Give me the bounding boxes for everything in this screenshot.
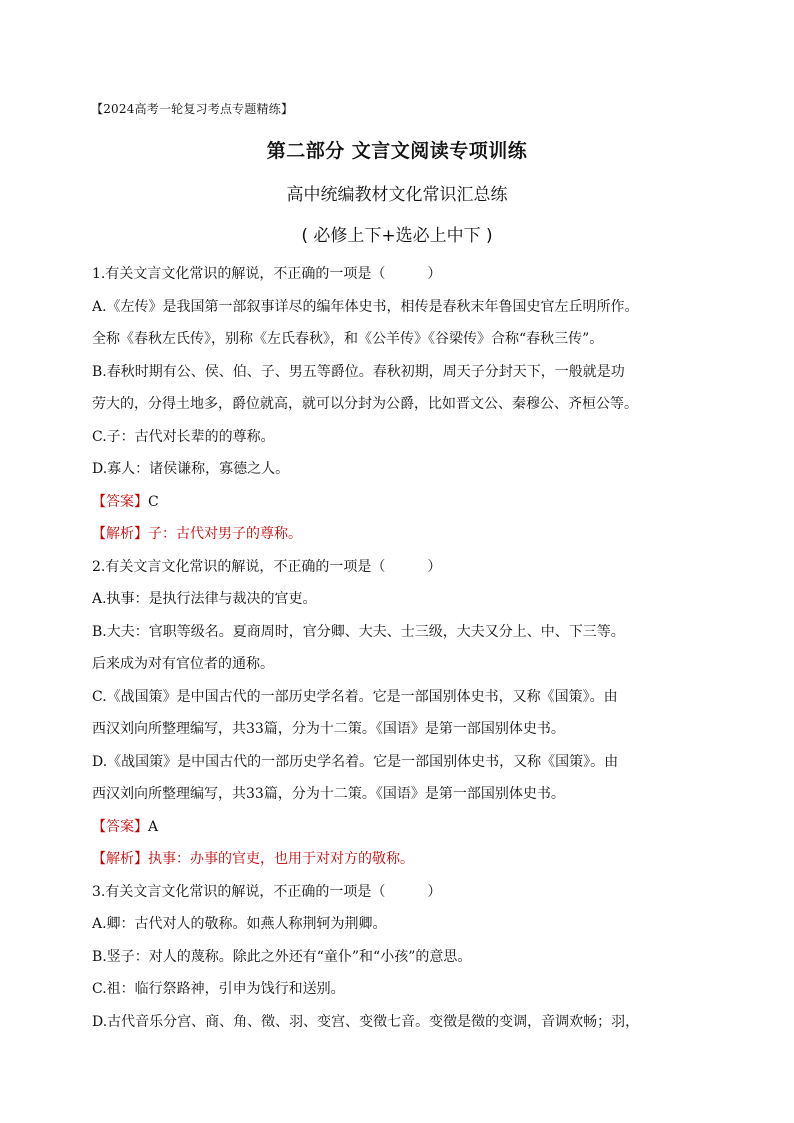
option-line: C.《战国策》是中国古代的一部历史学名着。它是一部国别体史书，又称《国策》。由	[92, 688, 618, 705]
question-stem: 3.有关文言文化常识的解说，不正确的一项是（ ）	[92, 883, 442, 900]
header-tag: 【2024高考一轮复习考点专题精练】	[91, 102, 294, 116]
analysis-text: 子：古代对男子的尊称。	[148, 526, 302, 542]
option-line: B.春秋时期有公、侯、伯、子、男五等爵位。春秋初期，周天子分封天下，一般就是功	[92, 363, 625, 380]
option-line: 全称《春秋左氏传》，别称《左氏春秋》，和《公羊传》《谷梁传》合称“春秋三传”。	[92, 331, 604, 347]
scope-title: ( 必修上下+选必上中下 )	[301, 226, 493, 246]
option-line: D.《战国策》是中国古代的一部历史学名着。它是一部国别体史书，又称《国策》。由	[92, 753, 619, 770]
option-line: D.寡人：诸侯谦称，寡德之人。	[92, 461, 290, 477]
answer-value: A	[148, 818, 159, 835]
option-line: A.《左传》是我国第一部叙事详尽的编年体史书，相传是春秋末年鲁国史官左丘明所作。	[92, 298, 639, 315]
answer-label: 【答案】	[92, 818, 148, 835]
answer-line	[92, 811, 710, 844]
option-line: 西汉刘向所整理编写，共33篇，分为十二策。《国语》是第一部国别体史书。	[92, 721, 565, 737]
sub-title: 高中统编教材文化常识汇总练	[286, 185, 508, 205]
option-line: B.竖子：对人的蔑称。除此之外还有“童仆”和“小孩”的意思。	[92, 948, 472, 965]
analysis-line	[92, 518, 710, 551]
option-line: B.大夫：官职等级名。夏商周时，官分卿、大夫、士三级，大夫又分上、中、下三等。	[92, 623, 625, 640]
analysis-text: 执事：办事的官吏，也用于对对方的敬称。	[148, 851, 414, 867]
answer-label: 【答案】	[92, 493, 148, 510]
option-line: C.子：古代对长辈的的尊称。	[92, 428, 275, 445]
answer-line	[92, 486, 710, 519]
option-line: 西汉刘向所整理编写，共33篇，分为十二策。《国语》是第一部国别体史书。	[92, 786, 565, 802]
option-line: A.执事：是执行法律与裁决的官吏。	[92, 591, 317, 607]
question-stem: 1.有关文言文化常识的解说，不正确的一项是（ ）	[92, 266, 442, 282]
question-list	[92, 258, 710, 1038]
option-line: 后来成为对有官位者的通称。	[92, 656, 274, 672]
option-line: D.古代音乐分宫、商、角、徵、羽、变宫、变徵七音。变徵是徵的变调，音调欢畅；羽，	[92, 1013, 640, 1030]
option-line: A.卿：古代对人的敬称。如燕人称荆轲为荆卿。	[92, 916, 387, 932]
question-1	[92, 258, 710, 551]
answer-value: C	[148, 493, 159, 510]
option-line: 劳大的，分得土地多，爵位就高，就可以分封为公爵，比如晋文公、秦穆公、齐桓公等。	[92, 396, 638, 412]
analysis-label: 【解析】	[92, 851, 148, 867]
analysis-label: 【解析】	[92, 526, 148, 542]
analysis-line	[92, 843, 710, 876]
part-title: 第二部分 文言文阅读专项训练	[266, 140, 528, 162]
question-2	[92, 551, 710, 876]
question-3	[92, 876, 710, 1039]
option-line: C.祖：临行祭路神，引申为饯行和送别。	[92, 981, 345, 997]
question-stem: 2.有关文言文化常识的解说，不正确的一项是（ ）	[92, 558, 442, 575]
